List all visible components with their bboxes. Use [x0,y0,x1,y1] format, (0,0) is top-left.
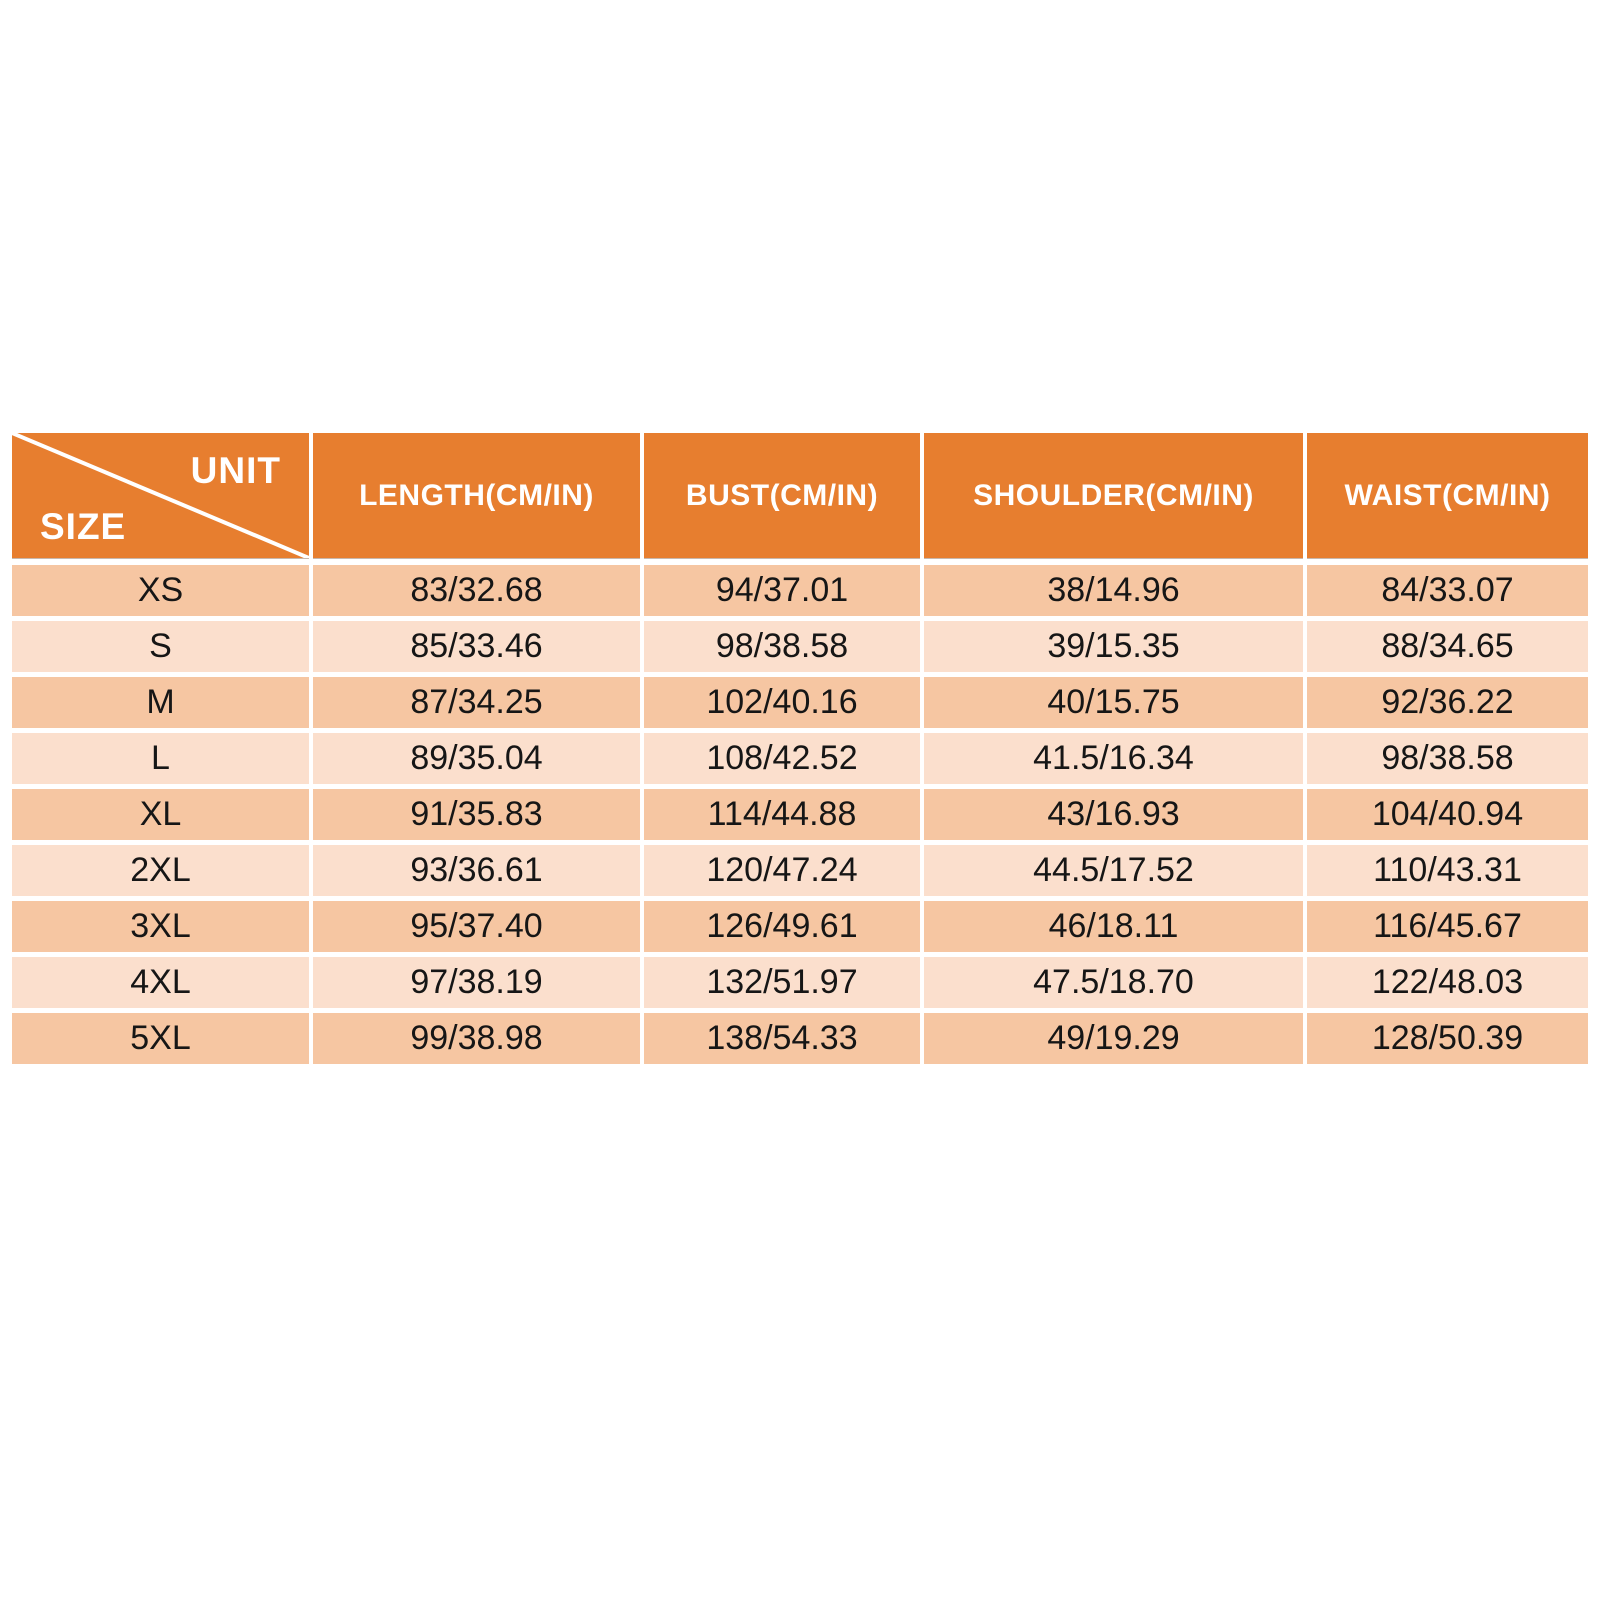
bust-value: 126/49.61 [644,901,920,952]
column-header-waist: WAIST(CM/IN) [1307,433,1588,558]
size-label: 2XL [12,845,309,896]
bust-value: 102/40.16 [644,677,920,728]
corner-unit-size-cell [12,433,309,558]
waist-value: 122/48.03 [1307,957,1588,1008]
table-row-m [12,677,1588,728]
table-row-3xl [12,901,1588,952]
length-value: 99/38.98 [313,1013,640,1064]
size-label: L [12,733,309,784]
waist-value: 84/33.07 [1307,565,1588,616]
size-label: 4XL [12,957,309,1008]
waist-value: 88/34.65 [1307,621,1588,672]
waist-value: 92/36.22 [1307,677,1588,728]
bust-value: 132/51.97 [644,957,920,1008]
waist-value: 110/43.31 [1307,845,1588,896]
shoulder-value: 47.5/18.70 [924,957,1303,1008]
shoulder-value: 44.5/17.52 [924,845,1303,896]
table-row-xs [12,565,1588,616]
bust-value: 138/54.33 [644,1013,920,1064]
column-header-shoulder: SHOULDER(CM/IN) [924,433,1303,558]
length-value: 95/37.40 [313,901,640,952]
length-value: 87/34.25 [313,677,640,728]
bust-value: 120/47.24 [644,845,920,896]
size-label: XL [12,789,309,840]
shoulder-value: 49/19.29 [924,1013,1303,1064]
bust-value: 98/38.58 [644,621,920,672]
size-label: M [12,677,309,728]
length-value: 83/32.68 [313,565,640,616]
size-label: 5XL [12,1013,309,1064]
shoulder-value: 39/15.35 [924,621,1303,672]
shoulder-value: 43/16.93 [924,789,1303,840]
waist-value: 128/50.39 [1307,1013,1588,1064]
size-label: S [12,621,309,672]
column-header-bust: BUST(CM/IN) [644,433,920,558]
size-chart-table [12,433,1588,1064]
length-value: 97/38.19 [313,957,640,1008]
table-row-2xl [12,845,1588,896]
size-label: 3XL [12,901,309,952]
bust-value: 94/37.01 [644,565,920,616]
table-row-5xl [12,1013,1588,1064]
table-header-row [12,433,1588,558]
bust-value: 108/42.52 [644,733,920,784]
length-value: 89/35.04 [313,733,640,784]
shoulder-value: 46/18.11 [924,901,1303,952]
table-row-xl [12,789,1588,840]
column-header-length: LENGTH(CM/IN) [313,433,640,558]
length-value: 85/33.46 [313,621,640,672]
length-value: 91/35.83 [313,789,640,840]
bust-value: 114/44.88 [644,789,920,840]
table-row-4xl [12,957,1588,1008]
size-label: XS [12,565,309,616]
waist-value: 98/38.58 [1307,733,1588,784]
table-row-l [12,733,1588,784]
waist-value: 116/45.67 [1307,901,1588,952]
length-value: 93/36.61 [313,845,640,896]
shoulder-value: 40/15.75 [924,677,1303,728]
shoulder-value: 41.5/16.34 [924,733,1303,784]
table-row-s [12,621,1588,672]
shoulder-value: 38/14.96 [924,565,1303,616]
waist-value: 104/40.94 [1307,789,1588,840]
corner-unit-label: UNIT [190,450,281,491]
corner-size-label: SIZE [40,506,127,547]
